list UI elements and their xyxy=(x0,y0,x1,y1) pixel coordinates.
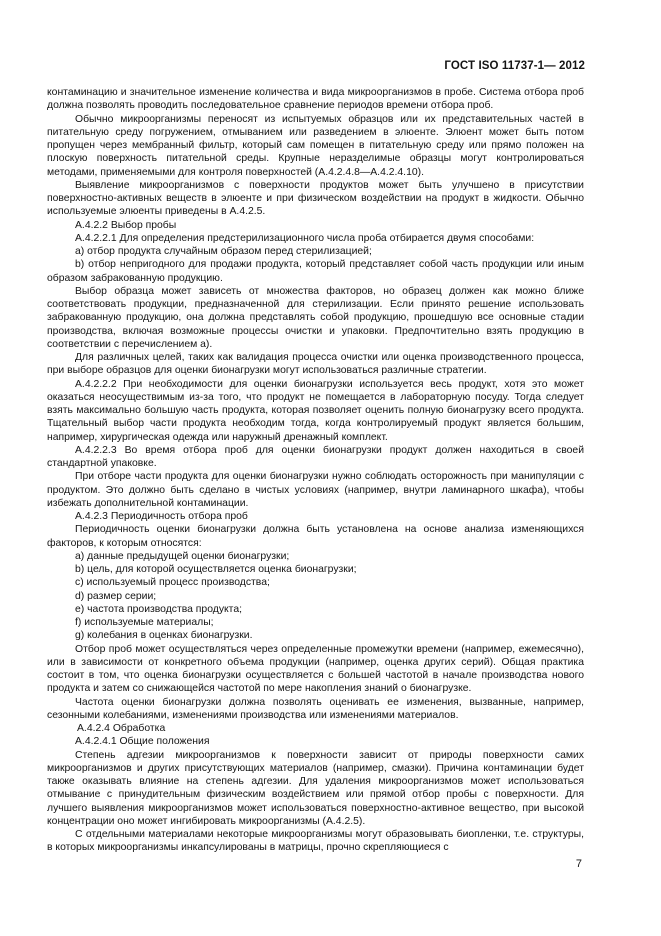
paragraph: Периодичность оценки бионагрузки должна быть установлена на основе анализа изменяющихся факторов, к которым относятся: xyxy=(47,524,584,549)
document-header: ГОСТ ISO 11737-1— 2012 xyxy=(444,60,585,72)
paragraph: Для различных целей, таких как валидация процесса очистки или оценка производственного процесса, при выборе образцов для оценки бионагрузки могут использоваться различные стратегии. xyxy=(47,352,584,377)
paragraph: Выбор образца может зависеть от множества факторов, но образец должен как можно ближе соответствовать продукции, предназначенной для стерилизации. Если принято решение использовать забракованную продукцию, она должна представлять собой продукцию, прошедшую все основные стадии производства, включая возможные процессы очистки и упаковки. Предпочтительно взять продукцию в соответствии с перечислением а). xyxy=(47,285,584,350)
paragraph: Степень адгезии микроорганизмов к поверхности зависит от природы поверхности самих микроорганизмов и других присутствующих материалов (например, смазки). Причина контаминации будет также оказывать влияние на степень адгезии. Для удаления микроорганизмов может использоваться отмывание с принудительным физическим воздействием или прямой отбор пробы с поверхности. Для лучшего выявления микроорганизмов может использоваться поверхностно-активное вещество, при высокой концентрации оно может ингибировать микроорганизмы (А.4.2.5). xyxy=(47,749,584,827)
document-body xyxy=(47,86,584,855)
paragraph: А.4.2.4 Обработка xyxy=(77,723,166,734)
paragraph: e) частота производства продукта; xyxy=(75,603,242,615)
paragraph: Отбор проб может осуществляться через определенные промежутки времени (например, ежемесячно), или в зависимости от конкретного объема продукции (например, оценка других серий). Общая практика состоит в том, что оценка бионагрузки осуществляется с большей частотой в начале производства нового продукта и затем со снижающейся частотой по мере накопления знаний о бионагрузке. xyxy=(47,643,584,695)
paragraph: a) данные предыдущей оценки бионагрузки; xyxy=(75,550,290,562)
paragraph: Обычно микроорганизмы переносят из испытуемых образцов или их представительных частей в питательную среду погружением, отмыванием или разведением в элюенте. Элюент может быть потом пропущен через мембранный фильтр, который сам помещен в питательную среду или прямо положен на плоскую поверхность питательной среды. Крупные неразделимые образцы могут контролироваться методами, применяемыми для контроля поверхностей (А.4.2.4.8—А.4.2.4.10). xyxy=(47,113,584,178)
paragraph: Выявление микроорганизмов с поверхности продуктов может быть улучшено в присутствии поверхностно-активных веществ в элюенте и при физическом воздействии на продукт в жидкости. Обычно используемые элюенты приведены в А.4.2.5. xyxy=(47,179,584,218)
paragraph: При отборе части продукта для оценки бионагрузки нужно соблюдать осторожность при манипуляции с продуктом. Это должно быть сделано в чистых условиях (например, внутри ламинарного шкафа), чтобы избежать дополнительной контаминации. xyxy=(47,471,584,509)
paragraph: a) отбор продукта случайным образом перед стерилизацией; xyxy=(75,246,372,257)
paragraph: А.4.2.2 Выбор пробы xyxy=(75,219,177,231)
paragraph: А.4.2.3 Периодичность отбора проб xyxy=(75,511,248,522)
paragraph: контаминацию и значительное изменение количества и вида микроорганизмов в пробе. Система отбора проб должна позволять проводить последовательное сравнение периодов времени отбора проб. xyxy=(47,87,584,112)
paragraph: А.4.2.2.3 Во время отбора проб для оценки бионагрузки продукт должен находиться в своей стандартной упаковке. xyxy=(47,444,584,469)
paragraph: А.4.2.2.1 Для определения предстерилизационного числа проба отбирается двумя способами: xyxy=(75,232,535,244)
page-number: 7 xyxy=(575,858,582,870)
paragraph: b) отбор непригодного для продажи продукта, который представляет собой часть продукции или иным образом забракованную продукцию. xyxy=(47,259,584,284)
paragraph: С отдельными материалами некоторые микроорганизмы могут образовывать биопленки, т.е. структуры, в которых микроорганизмы инкапсулированы в матрицы, прочно скрепляющиеся с xyxy=(47,829,584,854)
paragraph: g) колебания в оценках бионагрузки. xyxy=(75,630,253,642)
paragraph: b) цель, для которой осуществляется оценка бионагрузки; xyxy=(75,564,357,575)
paragraph: Частота оценки бионагрузки должна позволять оценивать ее изменения, вызванные, например, сезонными колебаниями, изменениями производства или изменениями материалов. xyxy=(47,696,584,721)
paragraph: c) используемый процесс производства; xyxy=(75,577,270,589)
paragraph: А.4.2.2.2 При необходимости для оценки бионагрузки используется весь продукт, хотя это может оказаться неосуществимым из-за того, что продукт не помещается в лабораторную посуду. Тогда следует взять максимально большую часть продукта, которая позволяет оценить полную бионагрузку всего продукта. Тщательный выбор части продукта необходим тогда, когда контролируемый продукт является большим, например, хирургическая одежда или наружный дренажный комплект. xyxy=(47,378,584,443)
paragraph: А.4.2.4.1 Общие положения xyxy=(75,736,210,748)
paragraph: d) размер серии; xyxy=(75,590,157,602)
paragraph: f) используемые материалы; xyxy=(75,617,214,628)
